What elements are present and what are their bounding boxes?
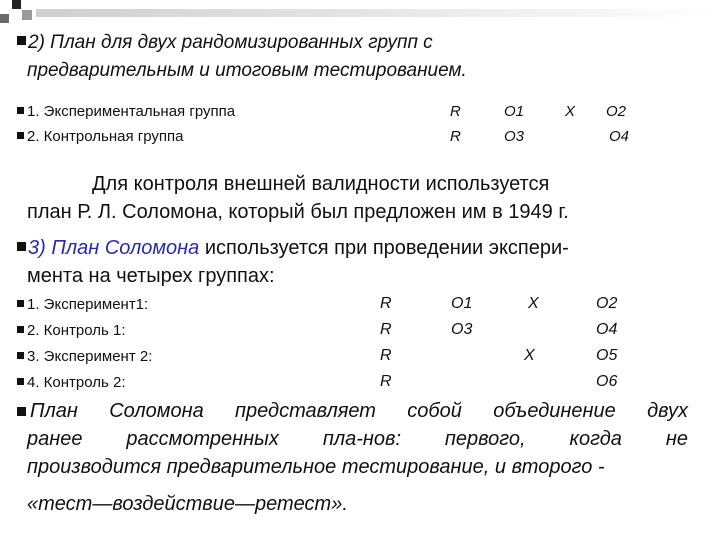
heading-line-2: предварительным и итоговым тестированием. xyxy=(27,60,467,81)
bullet-icon xyxy=(17,242,26,251)
group-row-label: 2. Контрольная группа xyxy=(17,128,183,145)
paragraph-line-1: Для контроля внешней валидности используется xyxy=(92,173,550,195)
final-line-2: ранее рассмотренных пла-нов: первого, когда не xyxy=(27,428,688,450)
paragraph-line-2: план Р. Л. Соломона, который был предложен им в 1949 г. xyxy=(27,201,569,223)
posttest-observation: O5 xyxy=(596,347,618,364)
randomization-mark: R xyxy=(450,128,461,145)
randomization-mark: R xyxy=(450,103,461,120)
randomization-mark: R xyxy=(380,295,392,312)
posttest-observation: O4 xyxy=(609,128,630,145)
decor-gradient-bar xyxy=(36,9,720,17)
pretest-observation: O1 xyxy=(504,103,525,120)
group-row-label: 1. Эксперимент1: xyxy=(17,296,148,313)
bullet-icon xyxy=(17,407,26,416)
group-row-label: 2. Контроль 1: xyxy=(17,322,126,339)
header-decoration xyxy=(0,0,720,30)
posttest-observation: O4 xyxy=(596,321,618,338)
treatment-mark: X xyxy=(524,347,535,364)
pretest-observation: O3 xyxy=(451,321,473,338)
bullet-icon xyxy=(17,107,24,114)
group-row-label: 4. Контроль 2: xyxy=(17,374,126,391)
group-row-label: 1. Экспериментальная группа xyxy=(17,103,235,120)
decor-square xyxy=(0,14,9,23)
treatment-mark: X xyxy=(528,295,539,312)
heading-line-1: 2) План для двух рандомизированных групп с xyxy=(17,32,433,54)
solomon-plan-line-2: мента на четырех группах: xyxy=(27,265,275,287)
solomon-plan-line-1: 3) План Соломона используется при проведении экспери- xyxy=(17,237,569,260)
final-line-1: План Соломона представляет собой объединение двух xyxy=(30,400,688,422)
group-row-label: 3. Эксперимент 2: xyxy=(17,348,152,365)
randomization-mark: R xyxy=(380,347,392,364)
bullet-icon-wrapper xyxy=(17,402,28,425)
posttest-observation: O2 xyxy=(596,295,618,312)
bullet-icon xyxy=(17,326,24,333)
final-line-4: «тест—воздействие—ретест». xyxy=(27,493,348,515)
decor-square xyxy=(22,10,32,20)
solomon-plan-title: План Соломона xyxy=(51,237,200,259)
randomization-mark: R xyxy=(380,321,392,338)
bullet-icon xyxy=(17,36,26,45)
posttest-observation: O6 xyxy=(596,373,618,390)
randomization-mark: R xyxy=(380,373,392,390)
bullet-icon xyxy=(17,132,24,139)
bullet-icon xyxy=(17,352,24,359)
treatment-mark: X xyxy=(565,103,576,120)
posttest-observation: O2 xyxy=(606,103,627,120)
bullet-icon xyxy=(17,378,24,385)
final-line-3: производится предварительное тестирование, и второго - xyxy=(27,456,605,478)
pretest-observation: O3 xyxy=(504,128,525,145)
pretest-observation: O1 xyxy=(451,295,473,312)
decor-square xyxy=(12,0,21,9)
bullet-icon xyxy=(17,300,24,307)
